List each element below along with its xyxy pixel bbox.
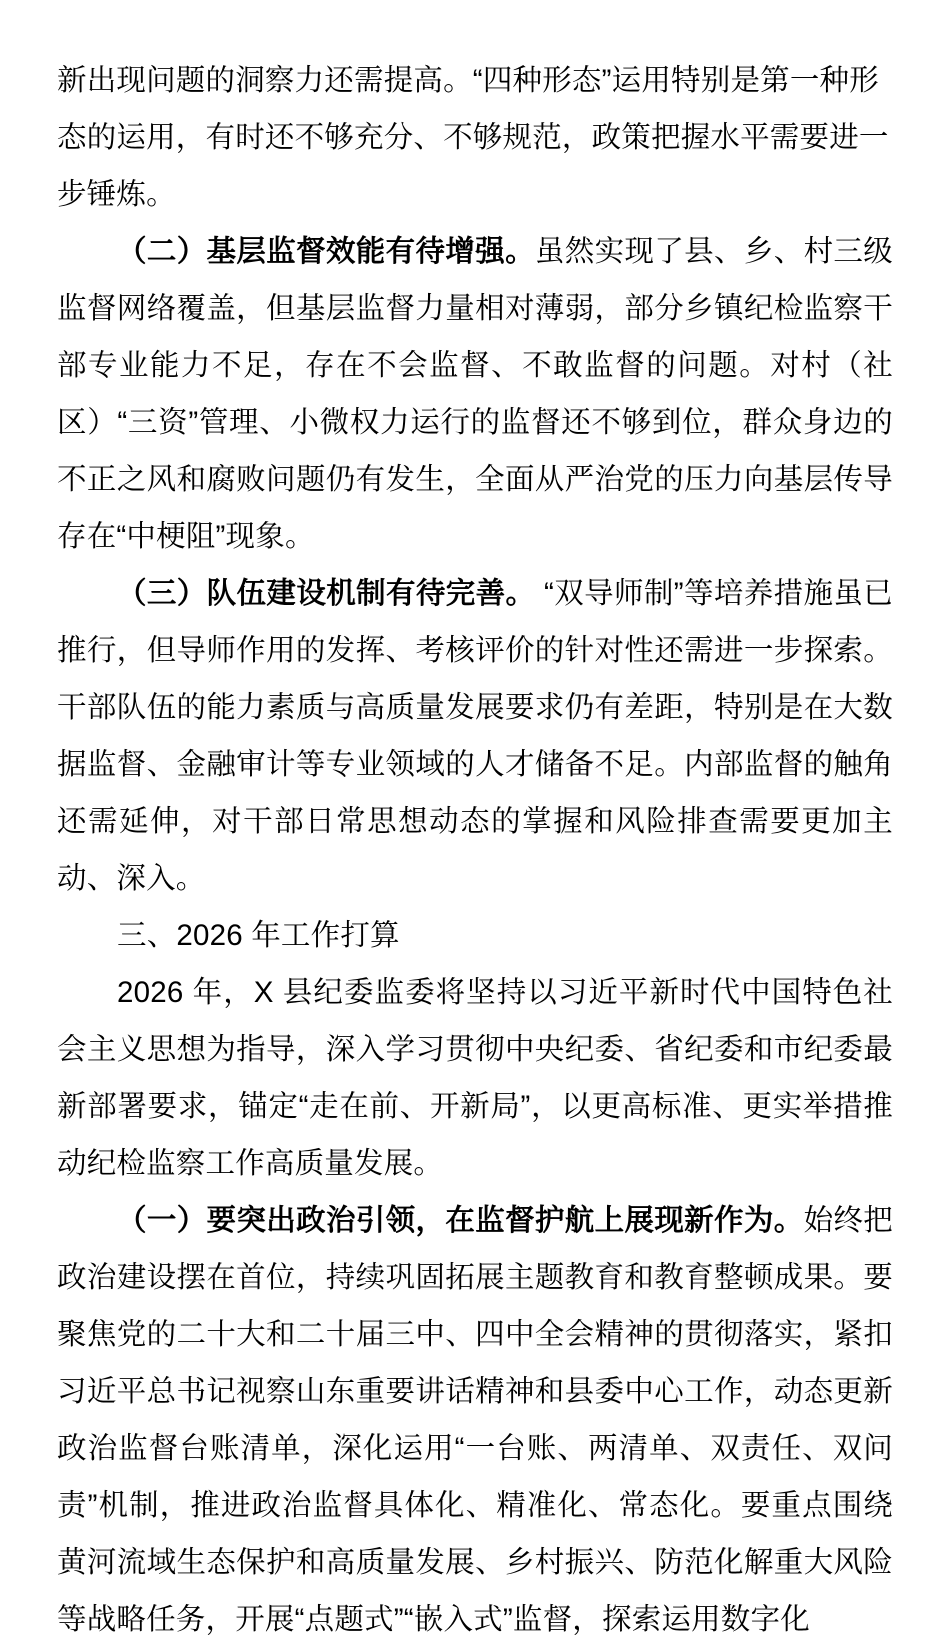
bold-lead-heading-three: （三）队伍建设机制有待完善。: [117, 577, 536, 610]
paragraph-team-building-mechanism: [57, 565, 893, 907]
bold-lead-heading-two: （二）基层监督效能有待增强。: [117, 235, 535, 268]
section-heading-2026-work-plan: [57, 907, 893, 964]
paragraph-text: 新出现问题的洞察力还需提高。“四种形态”运用特别是第一种形态的运用，有时还不够充分、不够规范，政策把握水平需要进一步锤炼。: [57, 64, 889, 211]
paragraph-text: 2026 年，X 县纪委监委将坚持以习近平新时代中国特色社会主义思想为指导，深入学习贯彻中央纪委、省纪委和市纪委最新部署要求，锚定“走在前、开新局”，以更高标准、更实举措推动纪检监察工作高质量发展。: [57, 976, 893, 1180]
section-heading-text: 三、2026 年工作打算: [117, 919, 400, 952]
document-text-column: [57, 52, 893, 1648]
paragraph-2026-guiding-thought: [57, 964, 893, 1192]
page-bottom-margin: [0, 1255, 950, 1344]
paragraph-grassroots-supervision: [57, 223, 893, 565]
paragraph-text: “双导师制”等培养措施虽已推行，但导师作用的发挥、考核评价的针对性还需进一步探索。干部队伍的能力素质与高质量发展要求仍有差距，特别是在大数据监督、金融审计等专业领域的人才储备不足。内部监督的触角还需延伸，对干部日常思想动态的掌握和风险排查需要更加主动、深入。: [57, 577, 893, 895]
paragraph-text: 虽然实现了县、乡、村三级监督网络覆盖，但基层监督力量相对薄弱，部分乡镇纪检监察干部专业能力不足，存在不会监督、不敢监督的问题。对村（社区）“三资”管理、小微权力运行的监督还不够到位，群众身边的不正之风和腐败问题仍有发生，全面从严治党的压力向基层传导存在“中梗阻”现象。: [57, 235, 893, 553]
paragraph-continued-four-forms: [57, 52, 893, 223]
paragraph-text: 始终把政治建设摆在首位，持续巩固拓展主题教育和教育整顿成果。要聚焦党的二十大和二十届三中、四中全会精神的贯彻落实，紧扣习近平总书记视察山东重要讲话精神和县委中心工作，动态更新政治监督台账清单，深化运用“一台账、两清单、双责任、双问责”机制，推进政治监督具体化、精准化、常态化。要重点围绕黄河流域生态保护和高质量发展、乡村振兴、防范化解重大风险等战略任务，开展“点题式”“嵌入式”监督，探索运用数字化: [57, 1204, 893, 1636]
bold-lead-heading-one: （一）要突出政治引领，在监督护航上展现新作为。: [117, 1204, 804, 1237]
